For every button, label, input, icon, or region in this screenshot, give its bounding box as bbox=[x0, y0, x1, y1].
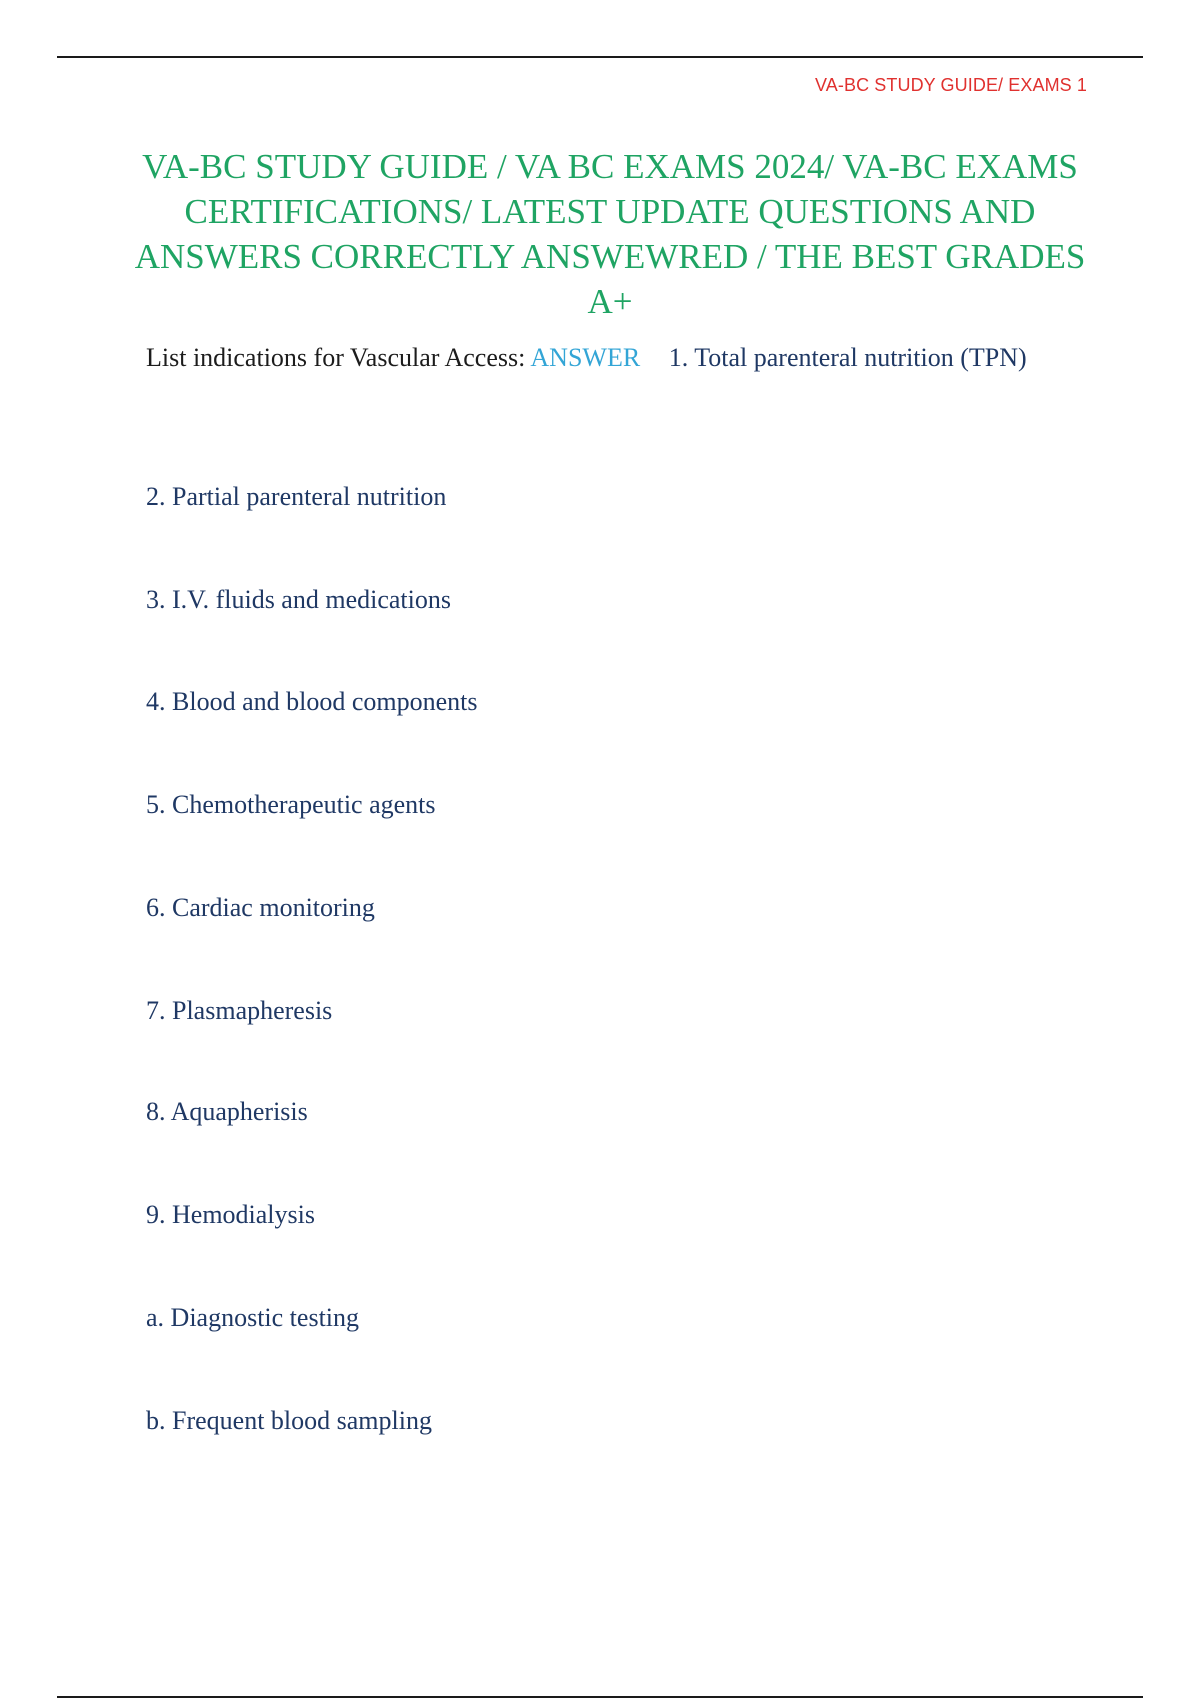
running-header: VA-BC STUDY GUIDE/ EXAMS 1 bbox=[815, 75, 1087, 95]
answer-item-5: 5. Chemotherapeutic agents bbox=[146, 790, 436, 819]
answer-item-a: a. Diagnostic testing bbox=[146, 1303, 360, 1332]
question-paragraph bbox=[146, 340, 1076, 375]
answer-item-6: 6. Cardiac monitoring bbox=[146, 893, 375, 922]
answer-item-4: 4. Blood and blood components bbox=[146, 687, 478, 716]
answer-item-9: 9. Hemodialysis bbox=[146, 1200, 315, 1229]
answer-item-b: b. Frequent blood sampling bbox=[146, 1406, 432, 1435]
top-rule bbox=[57, 56, 1143, 58]
answer-item-2: 2. Partial parenteral nutrition bbox=[146, 482, 447, 511]
document-title: VA-BC STUDY GUIDE / VA BC EXAMS 2024/ VA-BC EXAMS CERTIFICATIONS/ LATEST UPDATE QUESTIONS AND ANSWERS CORRECTLY ANSWEWRED / THE BEST GRADES A+ bbox=[134, 147, 1086, 321]
answer-label: ANSWER bbox=[530, 343, 641, 372]
answer-item-1: 1. Total parenteral nutrition (TPN) bbox=[668, 343, 1027, 372]
answer-item-8: 8. Aquapherisis bbox=[146, 1097, 308, 1126]
answer-item-3: 3. I.V. fluids and medications bbox=[146, 585, 451, 614]
bottom-rule bbox=[57, 1696, 1143, 1698]
question-text: List indications for Vascular Access: bbox=[146, 343, 526, 372]
answer-item-7: 7. Plasmapheresis bbox=[146, 996, 333, 1025]
